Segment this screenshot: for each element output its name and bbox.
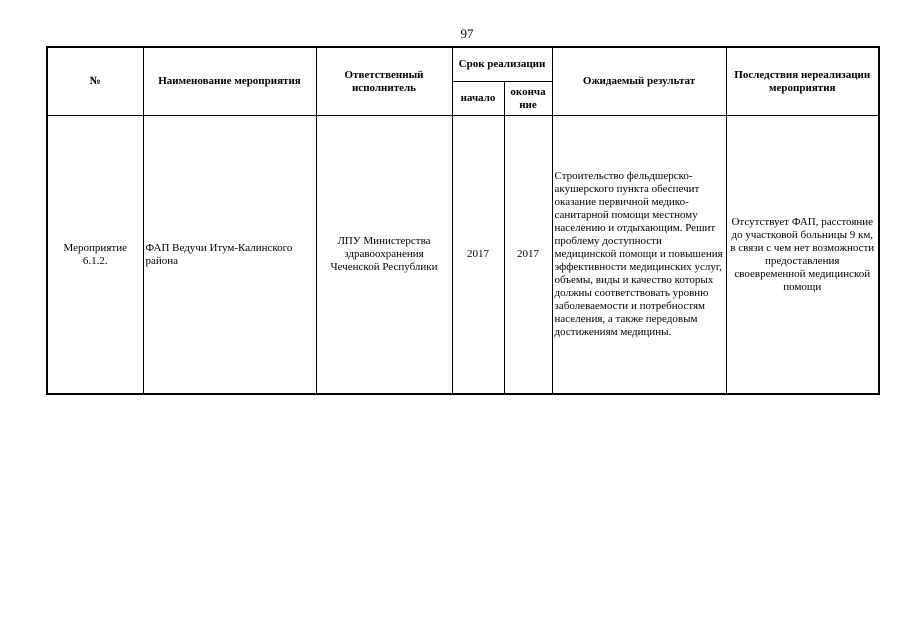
header-name: Наименование мероприятия [143,47,316,116]
header-executor: Ответственный исполнитель [316,47,452,116]
header-number: № [47,47,143,116]
cell-start: 2017 [452,116,504,395]
cell-name: ФАП Ведучи Итум-Калинского района [143,116,316,395]
cell-number: Мероприятие 6.1.2. [47,116,143,395]
header-expected-result: Ожидаемый результат [552,47,726,116]
header-consequences: Последствия нереализации мероприятия [726,47,879,116]
cell-consequences: Отсутствует ФАП, расстояние до участковой больницы 9 км, в связи с чем нет возможности предоставления своевременной медицинской помощи [726,116,879,395]
page-number: 97 [460,26,474,41]
cell-expected-result: Строительство фельдшерско-акушерского пункта обеспечит оказание первичной медико-санитарной помощи местному населению и отдыхающим. Решит проблему доступности медицинской помощи и повышения эффективности медицинских услуг, объемы, виды и качество которых должны соответствовать уровню заболеваемости и потребностям населения, а также передовым достижениям медицины. [552,116,726,395]
table-header-row [47,47,879,82]
header-term-end: оконча ние [504,82,552,116]
header-term: Срок реализации [452,47,552,82]
table-row [47,116,879,395]
measures-table [46,46,880,395]
cell-end: 2017 [504,116,552,395]
cell-executor: ЛПУ Министерства здравоохранения Чеченской Республики [316,116,452,395]
header-term-start: начало [452,82,504,116]
